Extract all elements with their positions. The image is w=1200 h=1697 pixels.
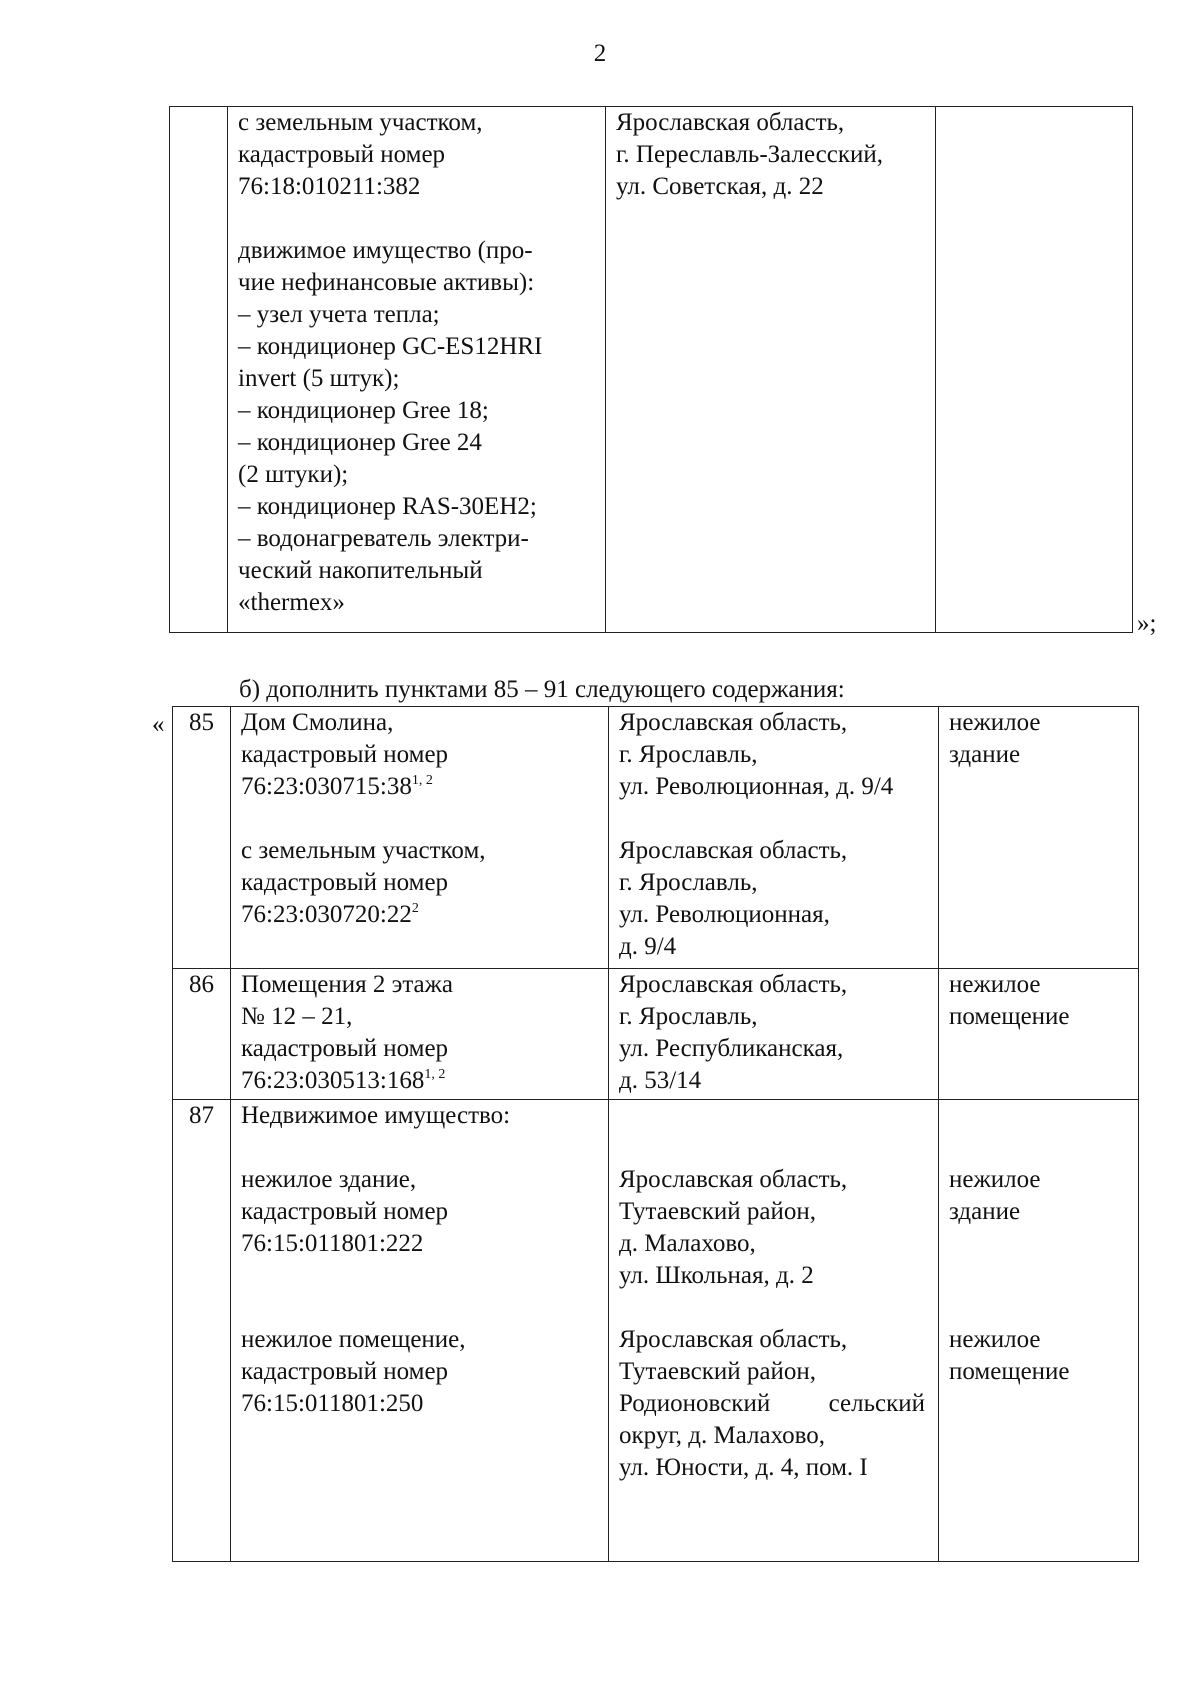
type-line: здание	[949, 741, 1021, 768]
address-line: г. Переславль-Залесский,	[616, 141, 884, 168]
cadastral-number: 76:18:010211:382	[238, 173, 421, 200]
movable-line: – кондиционер Gree 18;	[238, 397, 489, 424]
address-line: Ярославская область,	[619, 709, 848, 736]
type-cell	[939, 707, 1139, 969]
movable-line: – водонагреватель электри-	[238, 525, 529, 552]
cadastral-number: 76:23:030513:168$^{1, 2}$	[241, 1067, 446, 1094]
type-line: нежилое	[949, 709, 1041, 736]
footnote-ref: 2	[411, 901, 419, 916]
cadastral-number: 76:15:011801:222	[241, 1230, 424, 1257]
address-line: д. 53/14	[619, 1067, 702, 1094]
address-line: ул. Юности, д. 4, пом. I	[619, 1454, 868, 1481]
closing-quote: »;	[1137, 610, 1157, 637]
address-cell	[609, 707, 939, 969]
object-line: с земельным участком,	[238, 109, 483, 136]
movable-line: – узел учета тепла;	[238, 301, 440, 328]
object-cell	[231, 1100, 609, 1562]
movable-line: ческий накопительный	[238, 557, 483, 584]
type-line: нежилое	[949, 1166, 1041, 1193]
row-number: 87	[173, 1100, 231, 1562]
address-line: Ярославская область,	[619, 971, 848, 998]
address-line: ул. Революционная,	[619, 901, 830, 928]
object-line: № 12 – 21,	[241, 1003, 353, 1030]
object-name: Дом Смолина,	[241, 709, 394, 736]
table-row	[173, 707, 1139, 969]
address-line-justified: Родионовский сельский	[619, 1390, 925, 1417]
movable-line: – кондиционер Gree 24	[238, 429, 482, 456]
address-line: ул. Республиканская,	[619, 1035, 844, 1062]
address-line: округ, д. Малахово,	[619, 1422, 826, 1449]
movable-line: – кондиционер GC-ES12HRI	[238, 333, 543, 360]
object-name: нежилое здание,	[241, 1166, 417, 1193]
footnote-ref: 1, 2	[411, 773, 433, 788]
table-row	[173, 1100, 1139, 1562]
movable-line: «thermex»	[238, 589, 345, 616]
address-line: ул. Школьная, д. 2	[619, 1262, 814, 1289]
address-line: д. Малахово,	[619, 1230, 756, 1257]
movable-line: – кондиционер RAS-30EH2;	[238, 493, 537, 520]
opening-quote: «	[152, 711, 165, 738]
instruction-text: б) дополнить пунктами 85 – 91 следующего содержания:	[239, 676, 845, 703]
movable-line: (2 штуки);	[238, 461, 349, 488]
movable-line: чие нефинансовые активы):	[238, 269, 535, 296]
items-table	[172, 706, 1139, 1562]
row-number: 86	[173, 969, 231, 1100]
address-cell	[609, 1100, 939, 1562]
object-line: кадастровый номер	[241, 1198, 449, 1225]
address-line: г. Ярославль,	[619, 741, 758, 768]
type-line: помещение	[949, 1003, 1070, 1030]
type-cell	[936, 107, 1133, 633]
object-cell	[231, 969, 609, 1100]
address-cell	[606, 107, 936, 633]
movable-line: движимое имущество (про-	[238, 237, 533, 264]
object-line: кадастровый номер	[241, 1358, 449, 1385]
object-cell	[228, 107, 606, 633]
object-line: кадастровый номер	[238, 141, 446, 168]
address-line: Тутаевский район,	[619, 1358, 816, 1385]
movable-line: invert (5 штук);	[238, 365, 400, 392]
continuation-table	[169, 106, 1133, 633]
footnote-ref: 1, 2	[424, 1067, 446, 1082]
address-line: Ярославская область,	[619, 1326, 848, 1353]
address-line: Ярославская область,	[616, 109, 845, 136]
type-cell	[939, 1100, 1139, 1562]
address-line: Ярославская область,	[619, 837, 848, 864]
type-cell	[939, 969, 1139, 1100]
object-line: кадастровый номер	[241, 1035, 449, 1062]
type-line: здание	[949, 1198, 1021, 1225]
address-cell	[609, 969, 939, 1100]
row-number: 85	[173, 707, 231, 969]
object-line: кадастровый номер	[241, 869, 449, 896]
address-line: г. Ярославль,	[619, 1003, 758, 1030]
type-line: помещение	[949, 1358, 1070, 1385]
address-line: Ярославская область,	[619, 1166, 848, 1193]
type-line: нежилое	[949, 1326, 1041, 1353]
address-line: г. Ярославль,	[619, 869, 758, 896]
object-line: кадастровый номер	[241, 741, 449, 768]
object-name: Помещения 2 этажа	[241, 971, 454, 998]
object-cell	[231, 707, 609, 969]
cadastral-number: 76:23:030715:38$^{1, 2}$	[241, 773, 433, 800]
cadastral-number: 76:15:011801:250	[241, 1390, 424, 1417]
table-row	[173, 969, 1139, 1100]
page-number: 2	[593, 40, 607, 67]
cadastral-number: $76:23:030720:22^2$	[241, 901, 419, 928]
address-line: Тутаевский район,	[619, 1198, 816, 1225]
object-name: нежилое помещение,	[241, 1326, 466, 1353]
address-line: ул. Советская, д. 22	[616, 173, 824, 200]
object-header: Недвижимое имущество:	[241, 1102, 511, 1129]
num-cell	[170, 107, 228, 633]
address-line: д. 9/4	[619, 933, 677, 960]
address-line: ул. Революционная, д. 9/4	[619, 773, 894, 800]
type-line: нежилое	[949, 971, 1041, 998]
object-line: с земельным участком,	[241, 837, 486, 864]
